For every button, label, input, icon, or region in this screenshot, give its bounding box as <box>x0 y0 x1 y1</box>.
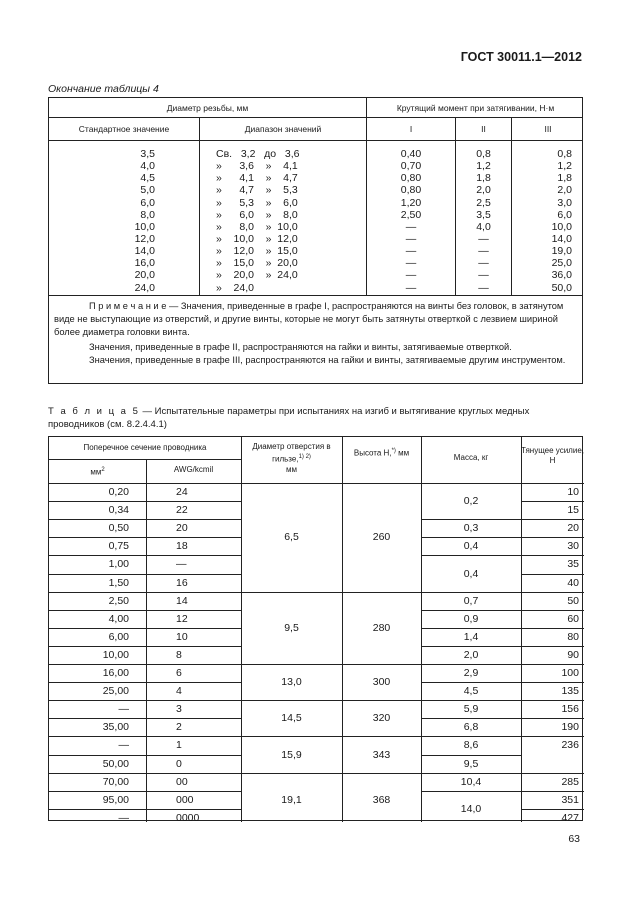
awg-cell: 000 <box>176 793 194 806</box>
table4-cell: 25,0 <box>551 257 572 270</box>
table4-cell: » 5,3 » 6,0 <box>216 196 298 209</box>
awg-cell: 20 <box>176 522 188 535</box>
pulling-force-cell: 135 <box>561 685 579 698</box>
mass-cell: 5,9 <box>463 703 479 716</box>
mm2-cell: 95,00 <box>102 793 129 806</box>
pulling-force-cell: 190 <box>561 721 579 734</box>
table4-cell: 4,0 <box>140 160 155 173</box>
mm2-cell: — <box>118 703 129 716</box>
header-col-i: I <box>409 124 413 134</box>
table5-title-label: Т а б л и ц а 5 <box>48 406 140 417</box>
mass-cell: 0,7 <box>463 594 479 607</box>
header-awg: AWG/kcmil <box>173 465 214 474</box>
awg-cell: 1 <box>176 739 182 752</box>
table4-cell: 12,0 <box>134 232 155 245</box>
height-cell: 280 <box>372 621 391 634</box>
header-col-ii: II <box>481 124 486 134</box>
table4-cell: 0,80 <box>400 184 422 197</box>
table4-cell: 8,0 <box>140 208 155 221</box>
mm2-cell: 70,00 <box>102 775 129 788</box>
table4-cell: 0,40 <box>400 148 422 160</box>
table4-cell: 1,20 <box>400 196 422 209</box>
table4-cell: 6,0 <box>140 196 155 209</box>
table4-cell: 14,0 <box>551 232 572 245</box>
pulling-force-cell: 236 <box>561 739 579 752</box>
table4-cell: 1,8 <box>557 172 572 185</box>
table4-cell: » 4,7 » 5,3 <box>216 184 298 197</box>
table4-cell: » 10,0 » 12,0 <box>216 232 298 245</box>
pulling-force-cell: 351 <box>561 793 579 806</box>
mass-cell: 0,9 <box>463 612 479 625</box>
table4-cell: Св. 3,2 до 3,6 <box>216 148 300 160</box>
awg-cell: 6 <box>176 667 182 679</box>
diameter-cell: 13,0 <box>281 676 302 689</box>
pulling-force-cell: 50 <box>567 594 579 607</box>
table4-cell: — <box>405 269 417 282</box>
table4-cell: 2,0 <box>557 184 572 197</box>
table4-cell: 3,0 <box>557 196 572 209</box>
table4-cell: 4,0 <box>476 220 491 233</box>
mm2-cell: 0,75 <box>108 540 129 553</box>
diameter-cell: 9,5 <box>284 621 299 634</box>
pulling-force-cell: 427 <box>561 811 579 824</box>
header-pulling-force: Тянущее усилие, Н <box>521 446 584 465</box>
mm2-cell: 6,00 <box>108 630 129 643</box>
table4-cell: — <box>478 232 489 245</box>
header-torque: Крутящий момент при затягивании, Н·м <box>396 103 555 113</box>
mm2-cell: 50,00 <box>102 757 129 770</box>
table4-cell: 10,0 <box>551 220 572 233</box>
pulling-force-cell: 15 <box>567 504 579 517</box>
table4-cell: 1,8 <box>476 172 491 185</box>
table4-cell: 14,0 <box>134 245 155 258</box>
mm2-cell: 10,00 <box>102 648 129 661</box>
table4-note <box>54 300 576 339</box>
table4-cell: 10,0 <box>134 220 155 233</box>
table4-cell: » 3,6 » 4,1 <box>216 160 298 173</box>
header-col-iii: III <box>544 124 552 134</box>
mass-cell: 2,9 <box>463 667 479 680</box>
table4-cell: — <box>405 220 417 233</box>
table4-cell: 19,0 <box>551 245 572 258</box>
awg-cell: 8 <box>176 648 182 661</box>
pulling-force-cell: 30 <box>567 540 579 553</box>
table4-cell: 1,2 <box>557 160 572 173</box>
table4-cell: 4,5 <box>140 172 155 185</box>
awg-cell: 0 <box>176 757 182 770</box>
mm2-cell: 2,50 <box>108 594 129 607</box>
table4-cell: — <box>405 281 417 294</box>
pulling-force-cell: 60 <box>567 612 579 625</box>
column-iii <box>512 148 572 294</box>
awg-cell: 14 <box>176 594 188 607</box>
table4-cell: » 6,0 » 8,0 <box>216 208 298 221</box>
mm2-cell: 0,20 <box>108 486 129 498</box>
height-cell: 260 <box>372 531 391 544</box>
table4-cell: 3,5 <box>140 148 155 160</box>
table4-cell: » 15,0 » 20,0 <box>216 257 298 270</box>
table4-cell: — <box>478 269 489 282</box>
mm2-cell: — <box>118 739 129 752</box>
table4-cell: 2,0 <box>476 184 491 197</box>
table-4 <box>48 97 583 384</box>
awg-cell: 0000 <box>176 811 200 824</box>
mass-cell: 0,3 <box>463 522 479 535</box>
awg-cell: 24 <box>176 486 188 498</box>
table4-cell: » 8,0 » 10,0 <box>216 220 298 233</box>
header-thread-diameter: Диаметр резьбы, мм <box>166 103 249 113</box>
table4-caption: Окончание таблицы 4 <box>48 83 159 95</box>
column-range <box>216 148 356 294</box>
mm2-cell: — <box>118 811 129 824</box>
document-id: ГОСТ 30011.1—2012 <box>460 50 582 64</box>
pulling-force-cell: 35 <box>567 558 579 571</box>
table5-title <box>48 405 588 431</box>
mm2-cell: 1,00 <box>108 558 129 571</box>
pulling-force-cell: 156 <box>561 703 579 716</box>
height-cell: 343 <box>372 748 391 761</box>
mm2-cell: 0,34 <box>108 504 129 517</box>
note-label: П р и м е ч а н и е <box>89 301 167 311</box>
pulling-force-cell: 20 <box>567 522 579 535</box>
awg-cell: 16 <box>176 576 188 589</box>
table4-cell: 36,0 <box>551 269 572 282</box>
diameter-cell: 14,5 <box>281 712 302 725</box>
diameter-cell: 19,1 <box>281 793 302 806</box>
mass-cell: 6,8 <box>463 721 479 734</box>
awg-cell: 18 <box>176 540 188 553</box>
table4-cell: — <box>405 245 417 258</box>
table5-title-text: — Испытательные параметры при испытаниях на изгиб и вытягивание круглых медных проводников (см. 8.2.4.4.1) <box>48 406 530 430</box>
mm2-cell: 35,00 <box>102 721 129 734</box>
mm2-cell: 25,00 <box>102 685 129 698</box>
awg-cell: 2 <box>176 721 182 734</box>
mass-cell: 0,2 <box>463 495 479 508</box>
header-mass: Масса, кг <box>453 453 489 462</box>
note-text-3: Значения, приведенные в графе III, распространяются на гайки и винты, затягиваемые другим инструментом. <box>89 355 566 365</box>
header-standard-value: Стандартное значение <box>78 124 170 134</box>
table4-cell: 0,8 <box>557 148 572 160</box>
table4-cell: 24,0 <box>134 281 155 294</box>
note-text-2: Значения, приведенные в графе II, распространяются на гайки и винты, затягиваемые отверткой. <box>89 342 512 352</box>
table4-cell: — <box>405 257 417 270</box>
mm2-cell: 1,50 <box>108 576 129 589</box>
height-cell: 368 <box>372 793 391 806</box>
table-5 <box>48 436 584 824</box>
mm2-cell: 4,00 <box>108 612 129 625</box>
table4-cell: — <box>478 281 489 294</box>
table4-cell: » 24,0 <box>216 281 254 294</box>
diameter-cell: 15,9 <box>281 748 302 761</box>
awg-cell: 00 <box>176 775 188 788</box>
mass-cell: 2,0 <box>463 648 479 661</box>
table4-cell: » 12,0 » 15,0 <box>216 245 298 258</box>
pulling-force-cell: 80 <box>567 630 579 643</box>
header-value-range: Диапазон значений <box>244 124 322 134</box>
table4-cell: » 4,1 » 4,7 <box>216 172 298 185</box>
diameter-cell: 6,5 <box>284 531 299 544</box>
table4-cell: — <box>478 245 489 258</box>
mass-cell: 10,4 <box>460 775 482 788</box>
table4-cell: 1,2 <box>476 160 491 173</box>
pulling-force-cell: 10 <box>567 486 579 498</box>
mm2-cell: 0,50 <box>108 522 129 535</box>
header-height: Высота Н,*) мм <box>353 448 410 458</box>
header-mm2: $мм^2$ <box>90 467 105 477</box>
mass-cell: 4,5 <box>463 685 479 698</box>
table4-cell: 20,0 <box>134 269 155 282</box>
table4-cell: 50,0 <box>551 281 572 294</box>
column-i <box>367 148 455 294</box>
table4-cell: — <box>405 232 417 245</box>
mass-cell: 14,0 <box>460 802 482 815</box>
table4-cell: 2,5 <box>476 196 491 209</box>
awg-cell: 22 <box>176 504 188 517</box>
pulling-force-cell: 100 <box>561 667 579 679</box>
table4-cell: 16,0 <box>134 257 155 270</box>
note-text-1: — Значения, приведенные в графе I, распространяются на винты без головок, в затянутом виде не выступающие из отверстий, и другие винты, которые не могут быть затянуты отверткой с лезвием шириной более диаметра головки винта. <box>54 301 564 337</box>
awg-cell: 3 <box>176 703 182 716</box>
awg-cell: 4 <box>176 685 182 698</box>
height-cell: 320 <box>372 712 391 725</box>
table4-cell: 2,50 <box>400 208 422 221</box>
mass-cell: 8,6 <box>463 739 479 752</box>
table4-cell: 5,0 <box>140 184 155 197</box>
awg-cell: — <box>176 558 187 571</box>
header-hole-diameter: Диаметр отверстия в гильзе,$^{1) 2)}$ мм <box>252 442 331 474</box>
height-cell: 300 <box>372 676 391 689</box>
header-cross-section: Поперечное сечение проводника <box>83 443 207 452</box>
column-standard <box>49 148 155 294</box>
table4-cell: » 20,0 » 24,0 <box>216 269 298 282</box>
awg-cell: 10 <box>176 630 188 643</box>
table4-cell: 6,0 <box>557 208 572 221</box>
table4-cell: 0,80 <box>400 172 422 185</box>
table4-cell: 0,70 <box>400 160 422 173</box>
mass-cell: 0,4 <box>463 567 479 580</box>
mass-cell: 1,4 <box>463 630 479 643</box>
mm2-cell: 16,00 <box>102 667 129 679</box>
table4-cell: 0,8 <box>476 148 491 160</box>
pulling-force-cell: 90 <box>567 648 579 661</box>
mass-cell: 0,4 <box>463 540 479 553</box>
column-ii <box>456 148 511 294</box>
pulling-force-cell: 285 <box>561 775 579 788</box>
mass-cell: 9,5 <box>463 757 479 770</box>
awg-cell: 12 <box>176 612 188 625</box>
table4-cell: 3,5 <box>476 208 491 221</box>
page-number: 63 <box>568 833 580 845</box>
table4-cell: — <box>478 257 489 270</box>
pulling-force-cell: 40 <box>567 576 579 589</box>
